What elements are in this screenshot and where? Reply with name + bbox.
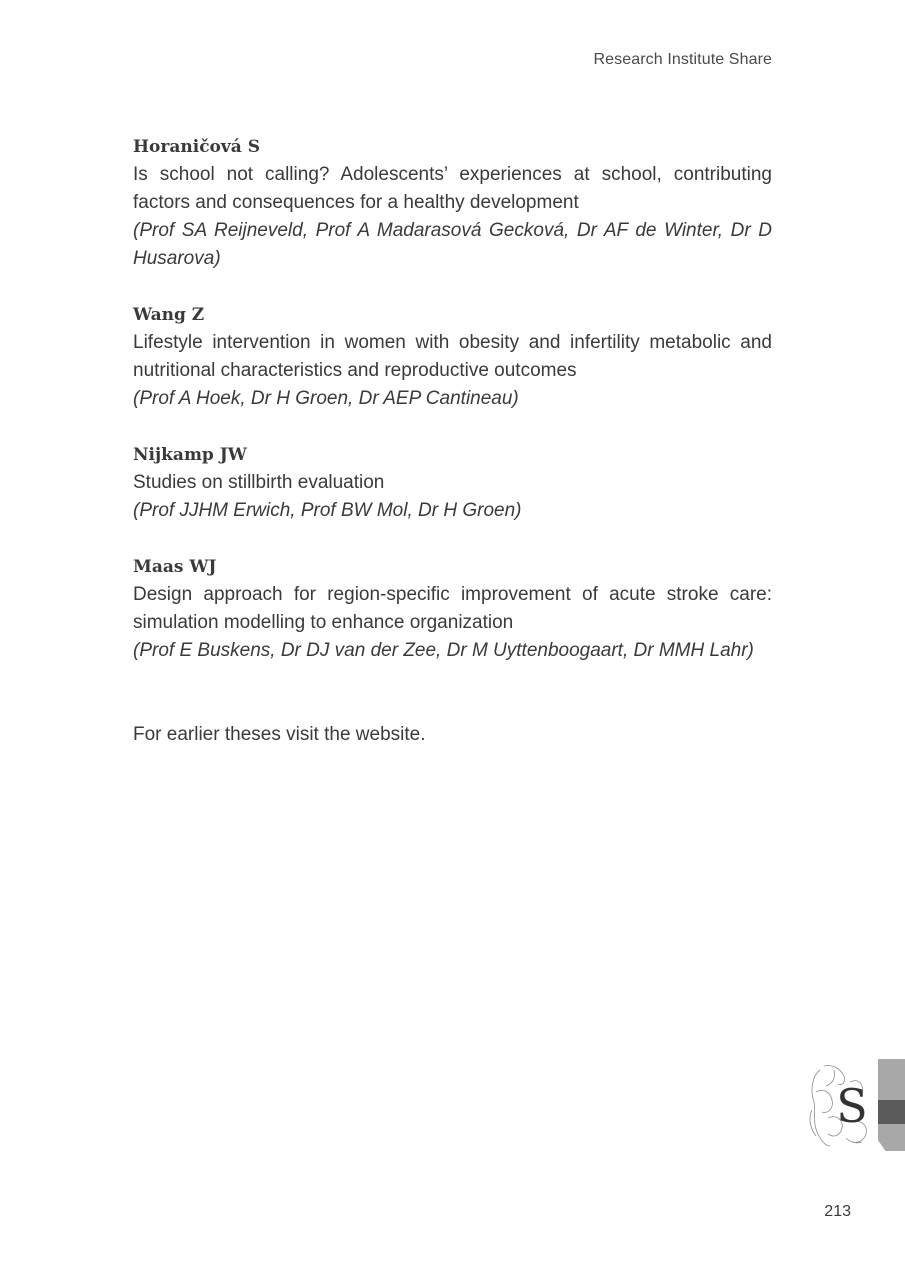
thesis-list	[133, 133, 772, 749]
thesis-entry	[133, 301, 772, 413]
thumb-index-tab	[878, 1059, 905, 1100]
thesis-author: Horaničová S	[133, 137, 260, 157]
thumb-index-tab-active	[878, 1100, 905, 1124]
thesis-title: Studies on stillbirth evaluation	[133, 472, 385, 493]
page-number: 213	[824, 1203, 851, 1220]
section-letter: S	[836, 1079, 868, 1133]
earlier-theses-note: For earlier theses visit the website.	[133, 724, 426, 745]
thesis-supervisors: (Prof E Buskens, Dr DJ van der Zee, Dr M Uyttenboogaart, Dr MMH Lahr)	[133, 640, 754, 661]
thesis-supervisors: (Prof JJHM Erwich, Prof BW Mol, Dr H Groen)	[133, 500, 522, 521]
thumb-index-tab	[878, 1124, 905, 1151]
thesis-title: Lifestyle intervention in women with obesity and infertility metabolic and nutritional characteristics and reproductive outcomes	[133, 332, 772, 381]
section-s-emblem-icon	[806, 1062, 878, 1148]
thesis-entry	[133, 441, 772, 525]
running-header: Research Institute Share	[593, 51, 772, 68]
thesis-author: Wang Z	[133, 305, 205, 325]
thesis-entry	[133, 133, 772, 273]
thesis-author: Maas WJ	[133, 557, 217, 577]
thesis-supervisors: (Prof SA Reijneveld, Prof A Madarasová Gecková, Dr AF de Winter, Dr D Husarova)	[133, 220, 772, 269]
thesis-title: Is school not calling? Adolescents’ experiences at school, contributing factors and consequences for a healthy development	[133, 164, 772, 213]
thesis-title: Design approach for region-specific improvement of acute stroke care: simulation modelling to enhance organization	[133, 584, 772, 633]
thesis-entry	[133, 553, 772, 665]
thesis-author: Nijkamp JW	[133, 445, 247, 465]
thesis-supervisors: (Prof A Hoek, Dr H Groen, Dr AEP Cantineau)	[133, 388, 519, 409]
